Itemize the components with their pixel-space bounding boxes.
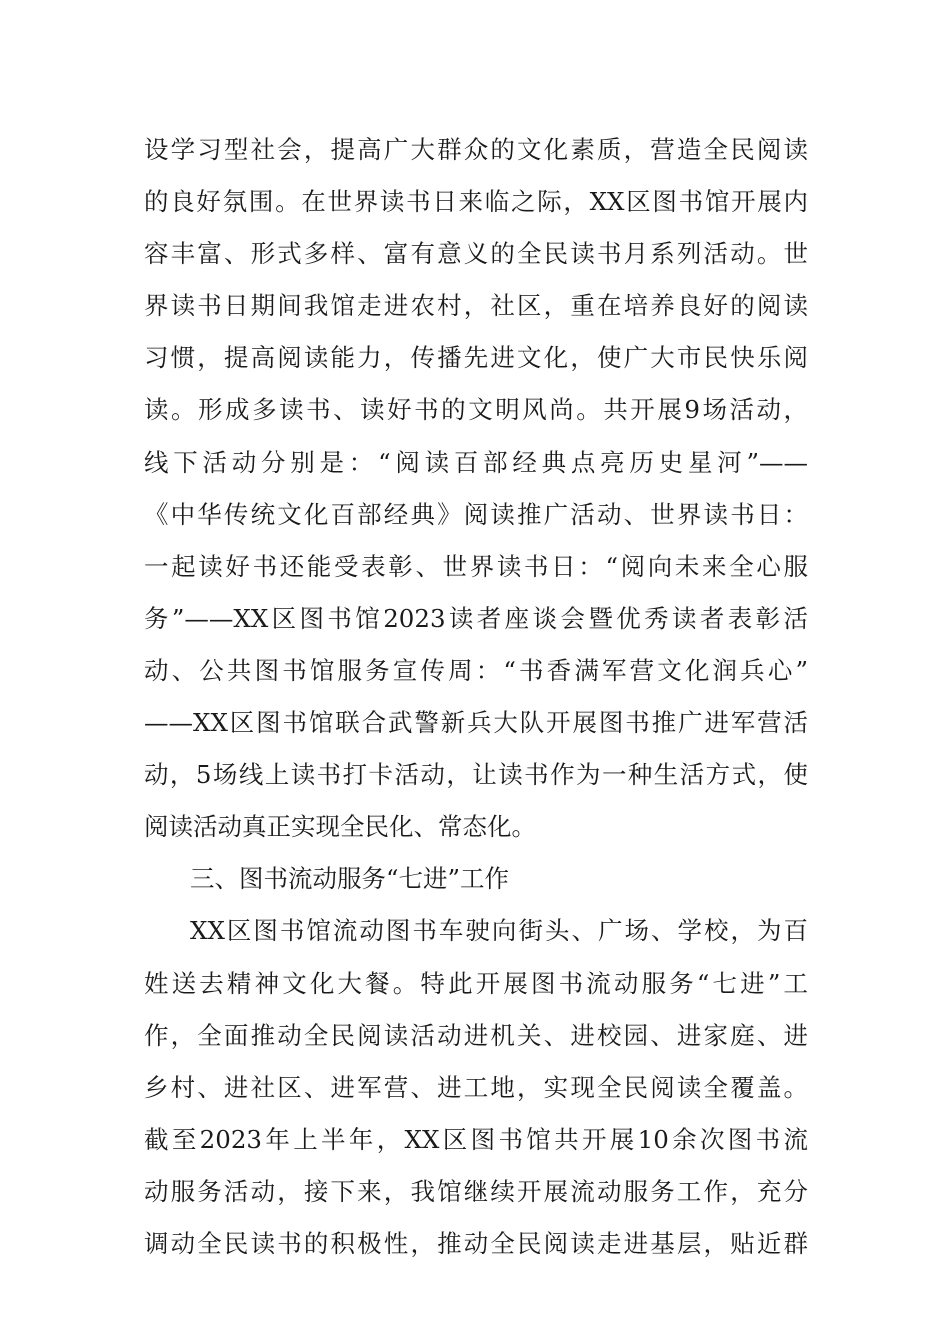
text-line: 一起读好书还能受表彰、世界读书日：“阅向未来全心服	[144, 551, 808, 581]
paragraph-reading-activities	[144, 124, 808, 853]
text-line: 线下活动分别是：“阅读百部经典点亮历史星河”——	[144, 447, 808, 477]
text-line: 的良好氛围。在世界读书日来临之际，XX区图书馆开展内	[144, 187, 808, 217]
text-line: 习惯，提高阅读能力，传播先进文化，使广大市民快乐阅	[144, 343, 808, 373]
section-heading-seven-into	[144, 853, 808, 905]
text-line: 姓送去精神文化大餐。特此开展图书流动服务“七进”工	[144, 968, 808, 998]
text-line: 截至2023年上半年，XX区图书馆共开展10余次图书流	[144, 1124, 808, 1154]
text-line: 动、公共图书馆服务宣传周：“书香满军营文化润兵心”	[144, 655, 808, 685]
text-line: ——XX区图书馆联合武警新兵大队开展图书推广进军营活	[144, 708, 808, 738]
paragraph-mobile-library-service	[144, 905, 808, 1270]
section-heading: 三、图书流动服务“七进”工作	[190, 864, 510, 894]
text-line: 动，5场线上读书打卡活动，让读书作为一种生活方式，使	[144, 760, 808, 790]
text-line: XX区图书馆流动图书车驶向街头、广场、学校，为百	[190, 916, 808, 946]
text-line: 务”——XX区图书馆2023读者座谈会暨优秀读者表彰活	[144, 603, 808, 633]
text-line: 界读书日期间我馆走进农村，社区，重在培养良好的阅读	[144, 291, 808, 321]
text-line: 乡村、进社区、进军营、进工地，实现全民阅读全覆盖。	[144, 1072, 808, 1102]
text-line: 设学习型社会，提高广大群众的文化素质，营造全民阅读	[144, 135, 808, 164]
text-line: 《中华传统文化百部经典》阅读推广活动、世界读书日：	[144, 499, 808, 529]
text-line: 动服务活动，接下来，我馆继续开展流动服务工作，充分	[144, 1176, 808, 1206]
text-line: 阅读活动真正实现全民化、常态化。	[144, 812, 536, 842]
text-line: 作，全面推动全民阅读活动进机关、进校园、进家庭、进	[144, 1020, 808, 1050]
text-line: 读。形成多读书、读好书的文明风尚。共开展9场活动，	[144, 395, 808, 425]
document-body	[144, 124, 808, 1270]
text-line: 容丰富、形式多样、富有意义的全民读书月系列活动。世	[144, 239, 808, 269]
text-line: 调动全民读书的积极性，推动全民阅读走进基层，贴近群	[144, 1228, 808, 1258]
